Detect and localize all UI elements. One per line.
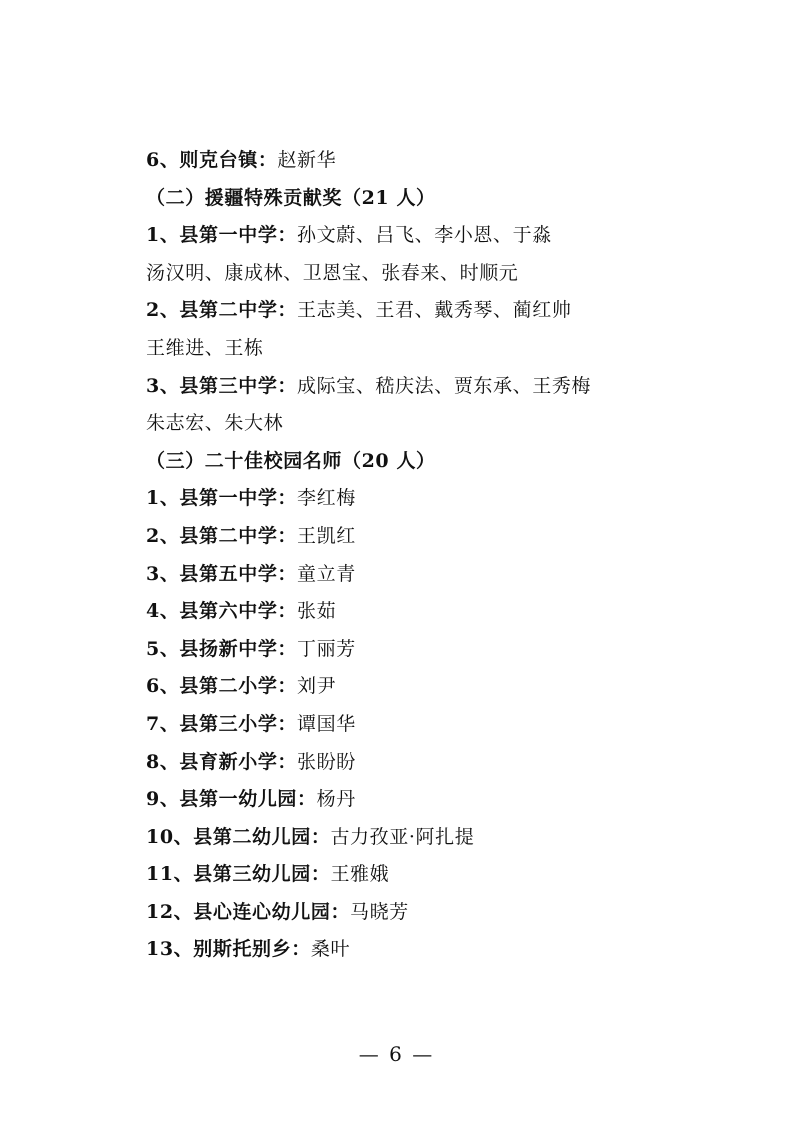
entry-label: 12、县心连心幼儿园： — [146, 900, 351, 923]
entry-names: 杨丹 — [316, 788, 356, 811]
list-item — [146, 518, 666, 556]
section-heading: （二）援疆特殊贡献奖（21 人） — [146, 186, 436, 209]
document-body — [146, 142, 666, 969]
entry-names: 赵新华 — [277, 149, 337, 171]
entry-label: 9、县第一幼儿园： — [146, 788, 317, 811]
entry-names: 李红梅 — [297, 487, 356, 510]
entry-names: 孙文蔚、吕飞、李小恩、于淼 — [297, 224, 552, 247]
entry-names: 成际宝、嵇庆法、贾东承、王秀梅 — [297, 374, 592, 397]
list-item — [146, 781, 666, 819]
entry-names: 谭国华 — [297, 712, 356, 735]
list-item — [146, 368, 666, 406]
list-item-continuation — [146, 405, 666, 443]
entry-label: 1、县第一中学： — [146, 487, 298, 510]
entry-names: 王凯红 — [297, 524, 356, 547]
section-heading: （三）二十佳校园名师（20 人） — [146, 449, 436, 472]
entry-label: 6、县第二小学： — [146, 675, 298, 698]
entry-names: 王雅娥 — [330, 863, 390, 886]
list-item — [146, 931, 666, 969]
entry-label: 10、县第二幼儿园： — [146, 825, 331, 848]
entry-label: 2、县第二中学： — [146, 524, 298, 547]
entry-label: 8、县育新小学： — [146, 750, 298, 773]
entry-names: 丁丽芳 — [297, 637, 356, 660]
entry-label: 7、县第三小学： — [146, 712, 298, 735]
entry-label: 4、县第六中学： — [146, 600, 298, 623]
entry-label: 11、县第三幼儿园： — [146, 863, 331, 886]
entry-label: 3、县第三中学： — [146, 374, 298, 397]
entry-names: 张盼盼 — [297, 750, 356, 773]
list-item — [146, 668, 666, 706]
entry-names: 童立青 — [297, 562, 356, 585]
entry-names: 朱志宏、朱大林 — [146, 412, 284, 435]
entry-names: 刘尹 — [297, 675, 337, 698]
entry-names: 桑叶 — [310, 938, 351, 961]
entry-label: 5、县扬新中学： — [146, 637, 298, 660]
list-item — [146, 706, 666, 744]
entry-names: 张茹 — [297, 600, 337, 623]
list-item — [146, 593, 666, 631]
list-item — [146, 744, 666, 782]
entry-names: 汤汉明、康成林、卫恩宝、张春来、时顺元 — [146, 261, 519, 284]
list-item — [146, 142, 666, 180]
entry-label: 3、县第五中学： — [146, 562, 298, 585]
list-item — [146, 819, 666, 857]
list-item — [146, 894, 666, 932]
list-item — [146, 856, 666, 894]
entry-label: 13、别斯托别乡： — [146, 938, 311, 961]
list-item-continuation — [146, 255, 666, 293]
entry-label: 2、县第二中学： — [146, 299, 298, 322]
list-item — [146, 217, 666, 255]
list-item — [146, 631, 666, 669]
list-item-continuation — [146, 330, 666, 368]
entry-names: 王维进、王栋 — [146, 336, 264, 359]
list-item — [146, 292, 666, 330]
entry-label: 1、县第一中学： — [146, 224, 298, 247]
entry-names: 古力孜亚·阿扎提 — [330, 825, 475, 848]
list-item — [146, 480, 666, 518]
entry-names: 马晓芳 — [350, 900, 409, 923]
page-number: — 6 — — [358, 1042, 435, 1066]
entry-names: 王志美、王君、戴秀琴、蔺红帅 — [297, 299, 572, 322]
entry-label: 6、则克台镇： — [146, 149, 278, 171]
list-item — [146, 556, 666, 594]
